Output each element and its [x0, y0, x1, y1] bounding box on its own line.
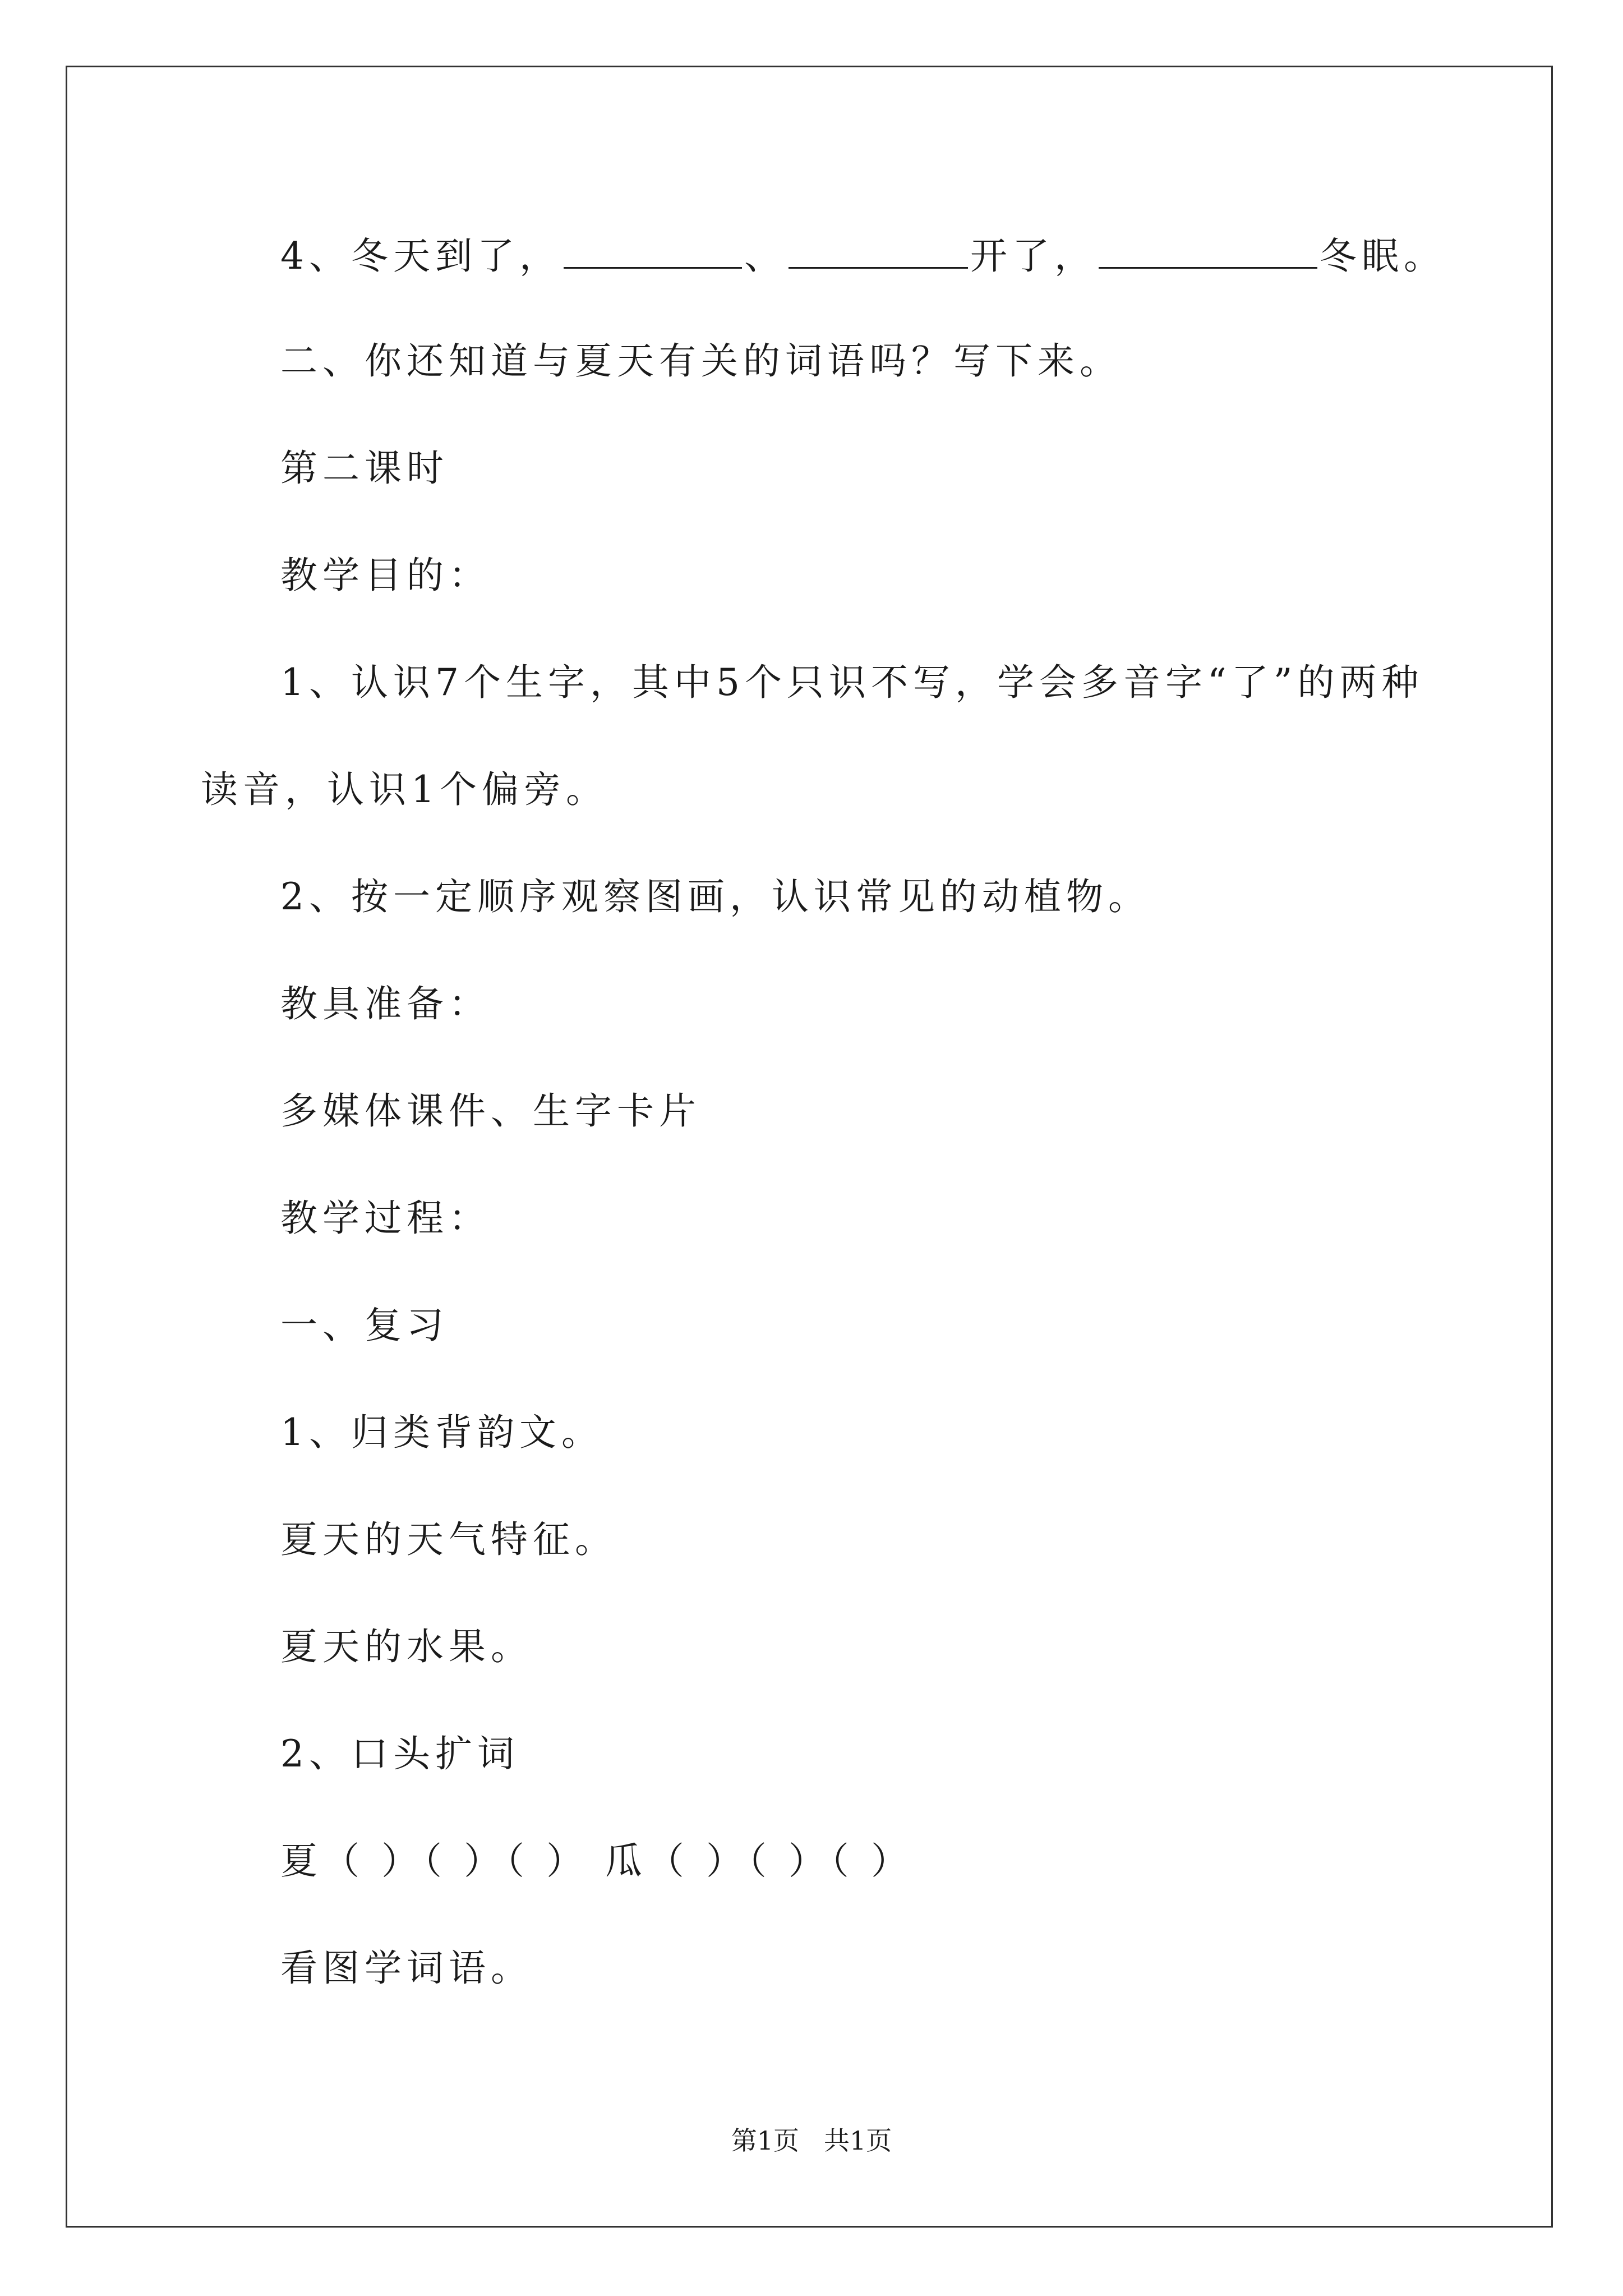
- review-heading: 一、复习: [280, 1304, 449, 1347]
- page-number: 第1页: [731, 2125, 799, 2156]
- review-subitem: 夏天的水果。: [280, 1625, 533, 1668]
- text-segment: 4、冬天到了，: [280, 234, 561, 278]
- process-heading: 教学过程：: [280, 1197, 491, 1240]
- picture-words-line: 看图学词语。: [280, 1947, 533, 1990]
- fill-blank-question-4: [280, 234, 1446, 278]
- exercise-two: 二、你还知道与夏天有关的词语吗？写下来。: [280, 339, 1122, 383]
- answer-blank[interactable]: [564, 236, 742, 269]
- text-segment: 冬眠。: [1320, 234, 1446, 278]
- review-subitem: 夏天的天气特征。: [280, 1518, 617, 1561]
- materials-heading: 教具准备：: [280, 982, 491, 1025]
- review-item-1: 1、归类背韵文。: [280, 1411, 603, 1454]
- page-border: [66, 66, 1553, 2228]
- goal-item-1-continued: 读音，认识1个偏旁。: [201, 768, 608, 811]
- section-heading: 第二课时: [280, 447, 449, 490]
- goal-item-2: 2、按一定顺序观察图画，认识常见的动植物。: [280, 875, 1150, 918]
- word-expansion-exercise: 夏（ ）（ ）（ ） 瓜（ ）（ ）（ ）: [280, 1839, 913, 1883]
- goal-item-1: 1、认识7个生字，其中5个只识不写，学会多音字“了”的两种: [280, 661, 1424, 704]
- answer-blank[interactable]: [789, 236, 968, 269]
- materials-text: 多媒体课件、生字卡片: [280, 1089, 701, 1133]
- answer-blank[interactable]: [1099, 236, 1317, 269]
- text-segment: 开了，: [970, 234, 1096, 278]
- text-segment: 、: [744, 234, 786, 278]
- review-item-2: 2、口头扩词: [280, 1732, 519, 1775]
- teaching-goals-heading: 教学目的：: [280, 554, 491, 597]
- page-footer: [0, 2125, 1623, 2156]
- page-total: 共1页: [824, 2125, 892, 2156]
